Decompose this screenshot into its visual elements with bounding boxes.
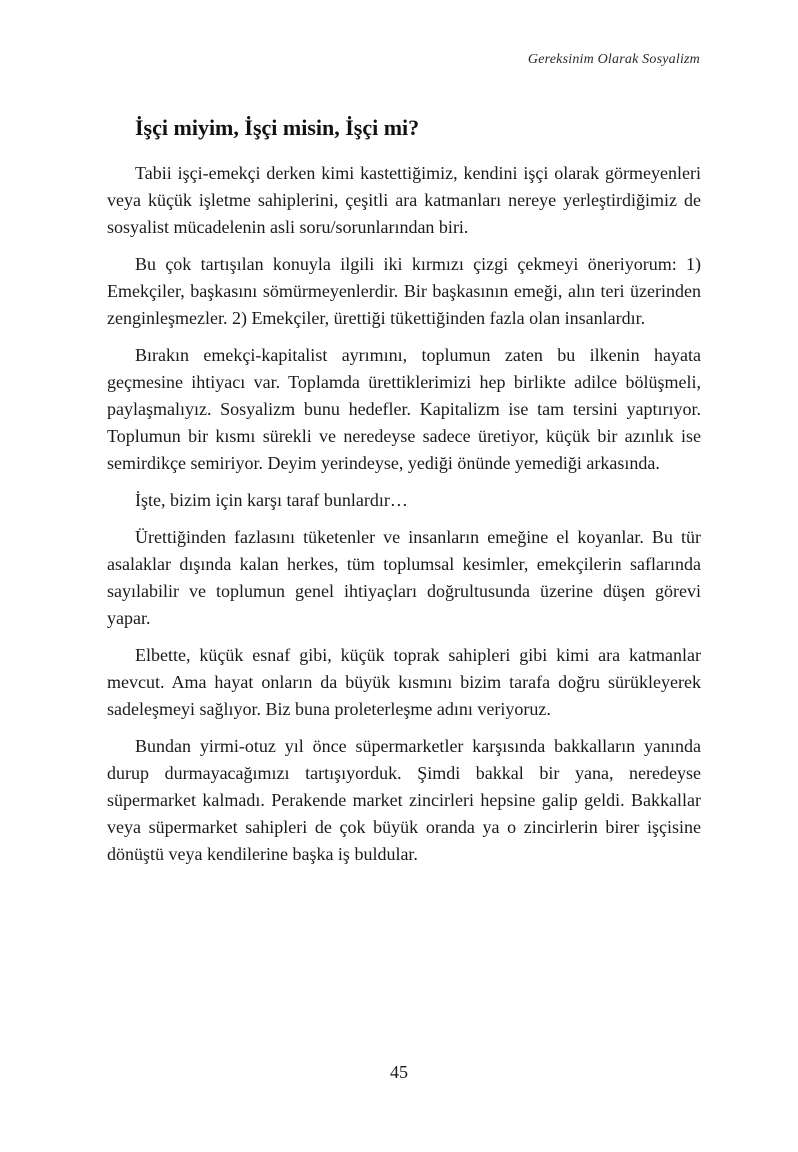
page-number: 45 (390, 1062, 408, 1082)
paragraph-5: Ürettiğinden fazlasını tüketenler ve insanların emeğine el koyanlar. Bu tür asalaklar dışında kalan herkes, tüm toplumsal kesimler, emekçilerin saflarında sayılabilir ve toplumun genel ihtiyaçları doğrultusunda üzerine düşen görevi yapar. (107, 527, 701, 628)
paragraph-3: Bırakın emekçi-kapitalist ayrımını, toplumun zaten bu ilkenin hayata geçmesine ihtiyacı var. Toplamda ürettiklerimizi hep birlikte adilce bölüşmeli, paylaşmalıyız. Sosyalizm bunu hedefler. Kapitalizm ise tam tersini yaptırıyor. Toplumun bir kısmı sürekli ve neredeyse sadece üretiyor, küçük bir azınlık ise semirdikçe semiriyor. Deyim yerindeyse, yediği önünde yemediği arkasında. (107, 345, 701, 473)
paragraph-7: Bundan yirmi-otuz yıl önce süpermarketler karşısında bakkalların yanında durup durmayacağımızı tartışıyorduk. Şimdi bakkal bir yana, neredeyse süpermarket kalmadı. Perakende market zincirleri hepsine galip geldi. Bakkallar veya süpermarket sahipleri de çok büyük oranda ya o zincirlerin birer işçisine dönüştü veya kendilerine başka iş buldular. (107, 736, 701, 864)
paragraph-list (107, 160, 701, 868)
paragraph-4: İşte, bizim için karşı taraf bunlardır… (135, 490, 408, 510)
paragraph-2: Bu çok tartışılan konuyla ilgili iki kırmızı çizgi çekmeyi öneriyorum: 1) Emekçiler, başkasını sömürmeyenlerdir. Bir başkasının emeği, alın teri üzerinden zenginleşmezler. 2) Emekçiler, ürettiği tükettiğinden fazla olan insanlardır. (107, 254, 701, 328)
paragraph-1: Tabii işçi-emekçi derken kimi kastettiğimiz, kendini işçi olarak görmeyenleri veya küçük işletme sahiplerini, çeşitli ara katmanları nereye yerleştirdiğimiz de sosyalist mücadelenin asli soru/sorunlarından biri. (107, 163, 701, 237)
paragraph-6: Elbette, küçük esnaf gibi, küçük toprak sahipleri gibi kimi ara katmanlar mevcut. Ama hayat onların da büyük kısmını bizim tarafa doğru sürükleyerek sadeleşmeyi sağlıyor. Biz buna proleterleşme adını veriyoruz. (107, 645, 701, 719)
section-title: İşçi miyim, İşçi misin, İşçi mi? (135, 115, 420, 140)
running-header: Gereksinim Olarak Sosyalizm (527, 52, 700, 67)
page-body (107, 112, 701, 878)
